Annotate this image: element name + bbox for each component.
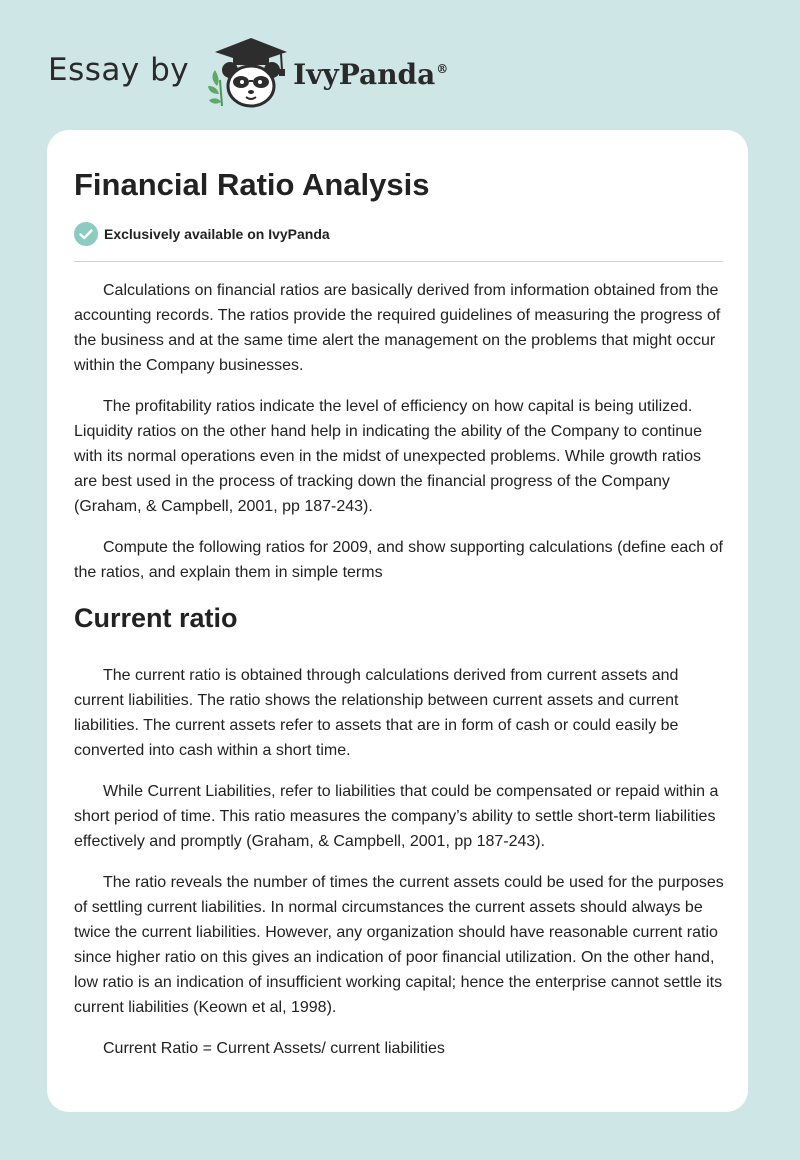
paragraph: Compute the following ratios for 2009, and show supporting calculations (define each of the ratios, and explain them in simple terms xyxy=(74,539,723,581)
article-body xyxy=(74,278,725,1077)
formula-paragraph: Current Ratio = Current Assets/ current liabilities xyxy=(103,1040,445,1057)
paragraph: While Current Liabilities, refer to liabilities that could be compensated or repaid within a short period of time. This ratio measures the company’s ability to settle short-term liabilities effectively and promptly (Graham, & Campbell, 2001, pp 187-243). xyxy=(74,783,719,850)
brand-header[interactable] xyxy=(48,36,448,108)
paragraph: The current ratio is obtained through calculations derived from current assets and current liabilities. The ratio shows the relationship between current assets and current liabilities. The current assets refer to assets that are in form of cash or could easily be converted into cash within a short time. xyxy=(74,667,679,759)
brand-name: IvyPanda® xyxy=(293,57,449,91)
title-divider xyxy=(74,261,723,262)
check-circle-icon xyxy=(74,222,98,246)
article-title: Financial Ratio Analysis xyxy=(74,167,430,202)
registered-mark: ® xyxy=(436,62,449,77)
paragraph: Calculations on financial ratios are basically derived from information obtained from the accounting records. The ratios provide the required guidelines of measuring the progress of the business and at the same time alert the management on the problems that might occur within the Company businesses. xyxy=(74,282,721,374)
exclusive-badge xyxy=(74,222,330,246)
panda-graduate-logo xyxy=(203,36,299,108)
section-heading: Current ratio xyxy=(74,603,238,633)
paragraph: The ratio reveals the number of times the current assets could be used for the purposes of settling current liabilities. In normal circumstances the current assets should always be twice the current liabilities. However, any organization should have reasonable current ratio since higher ratio on this gives an indication of poor financial utilization. On the other hand, low ratio is an indication of insufficient working capital; hence the enterprise cannot settle its current liabilities (Keown et al, 1998). xyxy=(74,874,724,1016)
exclusive-badge-text: Exclusively available on IvyPanda xyxy=(104,226,330,242)
paragraph: The profitability ratios indicate the level of efficiency on how capital is being utilized. Liquidity ratios on the other hand help in indicating the ability of the Company to continue with its normal operations even in the midst of unexpected problems. While growth ratios are best used in the process of tracking down the financial progress of the Company (Graham, & Campbell, 2001, pp 187-243). xyxy=(74,398,702,515)
article-card xyxy=(47,130,748,1112)
brand-prefix: Essay by xyxy=(48,52,190,88)
